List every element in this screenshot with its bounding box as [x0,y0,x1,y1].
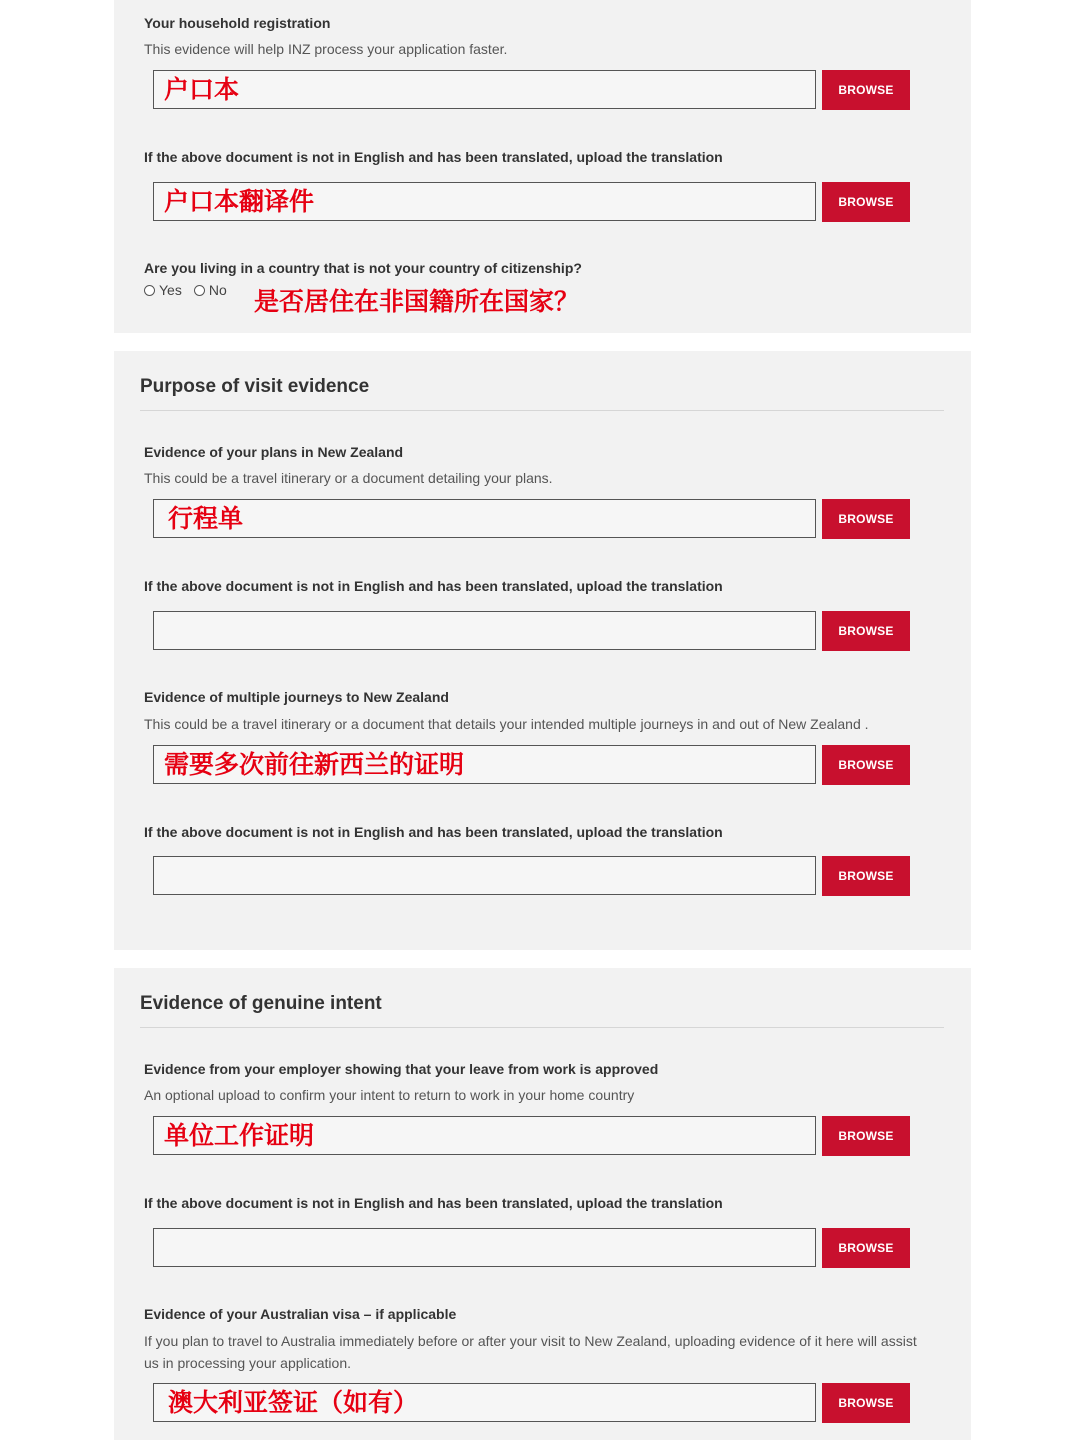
journeys-translation-browse-button[interactable]: BROWSE [822,856,910,896]
australia-label: Evidence of your Australian visa – if applicable [144,1306,457,1322]
household-translation-label: If the above document is not in English and has been translated, upload the translation [144,149,723,165]
australia-browse-button[interactable]: BROWSE [822,1383,910,1423]
employer-translation-browse-button[interactable]: BROWSE [822,1228,910,1268]
employer-help: An optional upload to confirm your intent to return to work in your home country [144,1087,635,1103]
household-help: This evidence will help INZ process your application faster. [144,41,508,57]
australia-annotation: 澳大利亚签证（如有） [168,1388,419,1417]
household-browse-button[interactable]: BROWSE [822,70,910,110]
plans-translation-file-field[interactable] [153,611,816,650]
residence-option-no[interactable] [194,282,227,298]
household-translation-browse-button[interactable]: BROWSE [822,182,910,222]
intent-section-title: Evidence of genuine intent [140,993,944,1028]
household-translation-annotation: 户口本翻译件 [164,187,315,216]
plans-translation-browse-button[interactable]: BROWSE [822,611,910,651]
residence-annotation: 是否居住在非国籍所在国家？ [254,287,580,316]
household-file-field[interactable] [153,70,816,109]
employer-annotation: 单位工作证明 [164,1121,315,1150]
intent-panel [114,968,971,1440]
household-annotation: 户口本 [164,75,240,104]
journeys-help: This could be a travel itinerary or a document that details your intended multiple journeys in and out of New Zealand . [144,716,869,732]
plans-browse-button[interactable]: BROWSE [822,499,910,539]
journeys-browse-button[interactable]: BROWSE [822,745,910,785]
purpose-section-title: Purpose of visit evidence [140,376,944,411]
purpose-panel [114,351,971,950]
radio-circle-icon[interactable] [194,285,205,296]
plans-annotation: 行程单 [168,504,244,533]
radio-circle-icon[interactable] [144,285,155,296]
residence-question: Are you living in a country that is not your country of citizenship? [144,260,582,276]
journeys-annotation: 需要多次前往新西兰的证明 [164,750,465,779]
journeys-translation-label: If the above document is not in English and has been translated, upload the translation [144,824,723,840]
residence-option-yes[interactable] [144,282,182,298]
journeys-file-field[interactable] [153,745,816,784]
residence-option-yes-label: Yes [159,282,182,298]
household-label: Your household registration [144,15,331,31]
australia-file-field[interactable] [153,1383,816,1422]
residence-radio-group [144,282,239,298]
plans-label: Evidence of your plans in New Zealand [144,444,404,460]
household-translation-file-field[interactable] [153,182,816,221]
journeys-label: Evidence of multiple journeys to New Zealand [144,689,449,705]
journeys-translation-file-field[interactable] [153,856,816,895]
residence-option-no-label: No [208,282,227,298]
plans-file-field[interactable] [153,499,816,538]
employer-file-field[interactable] [153,1116,816,1155]
australia-help: If you plan to travel to Australia immediately before or after your visit to New Zealand, uploading evidence of it here will assist us in processing your application. [144,1333,917,1371]
employer-label: Evidence from your employer showing that your leave from work is approved [144,1061,659,1077]
employer-translation-label: If the above document is not in English and has been translated, upload the translation [144,1195,723,1211]
plans-help: This could be a travel itinerary or a document detailing your plans. [144,470,553,486]
household-panel [114,0,971,333]
employer-browse-button[interactable]: BROWSE [822,1116,910,1156]
employer-translation-file-field[interactable] [153,1228,816,1267]
plans-translation-label: If the above document is not in English and has been translated, upload the translation [144,578,723,594]
